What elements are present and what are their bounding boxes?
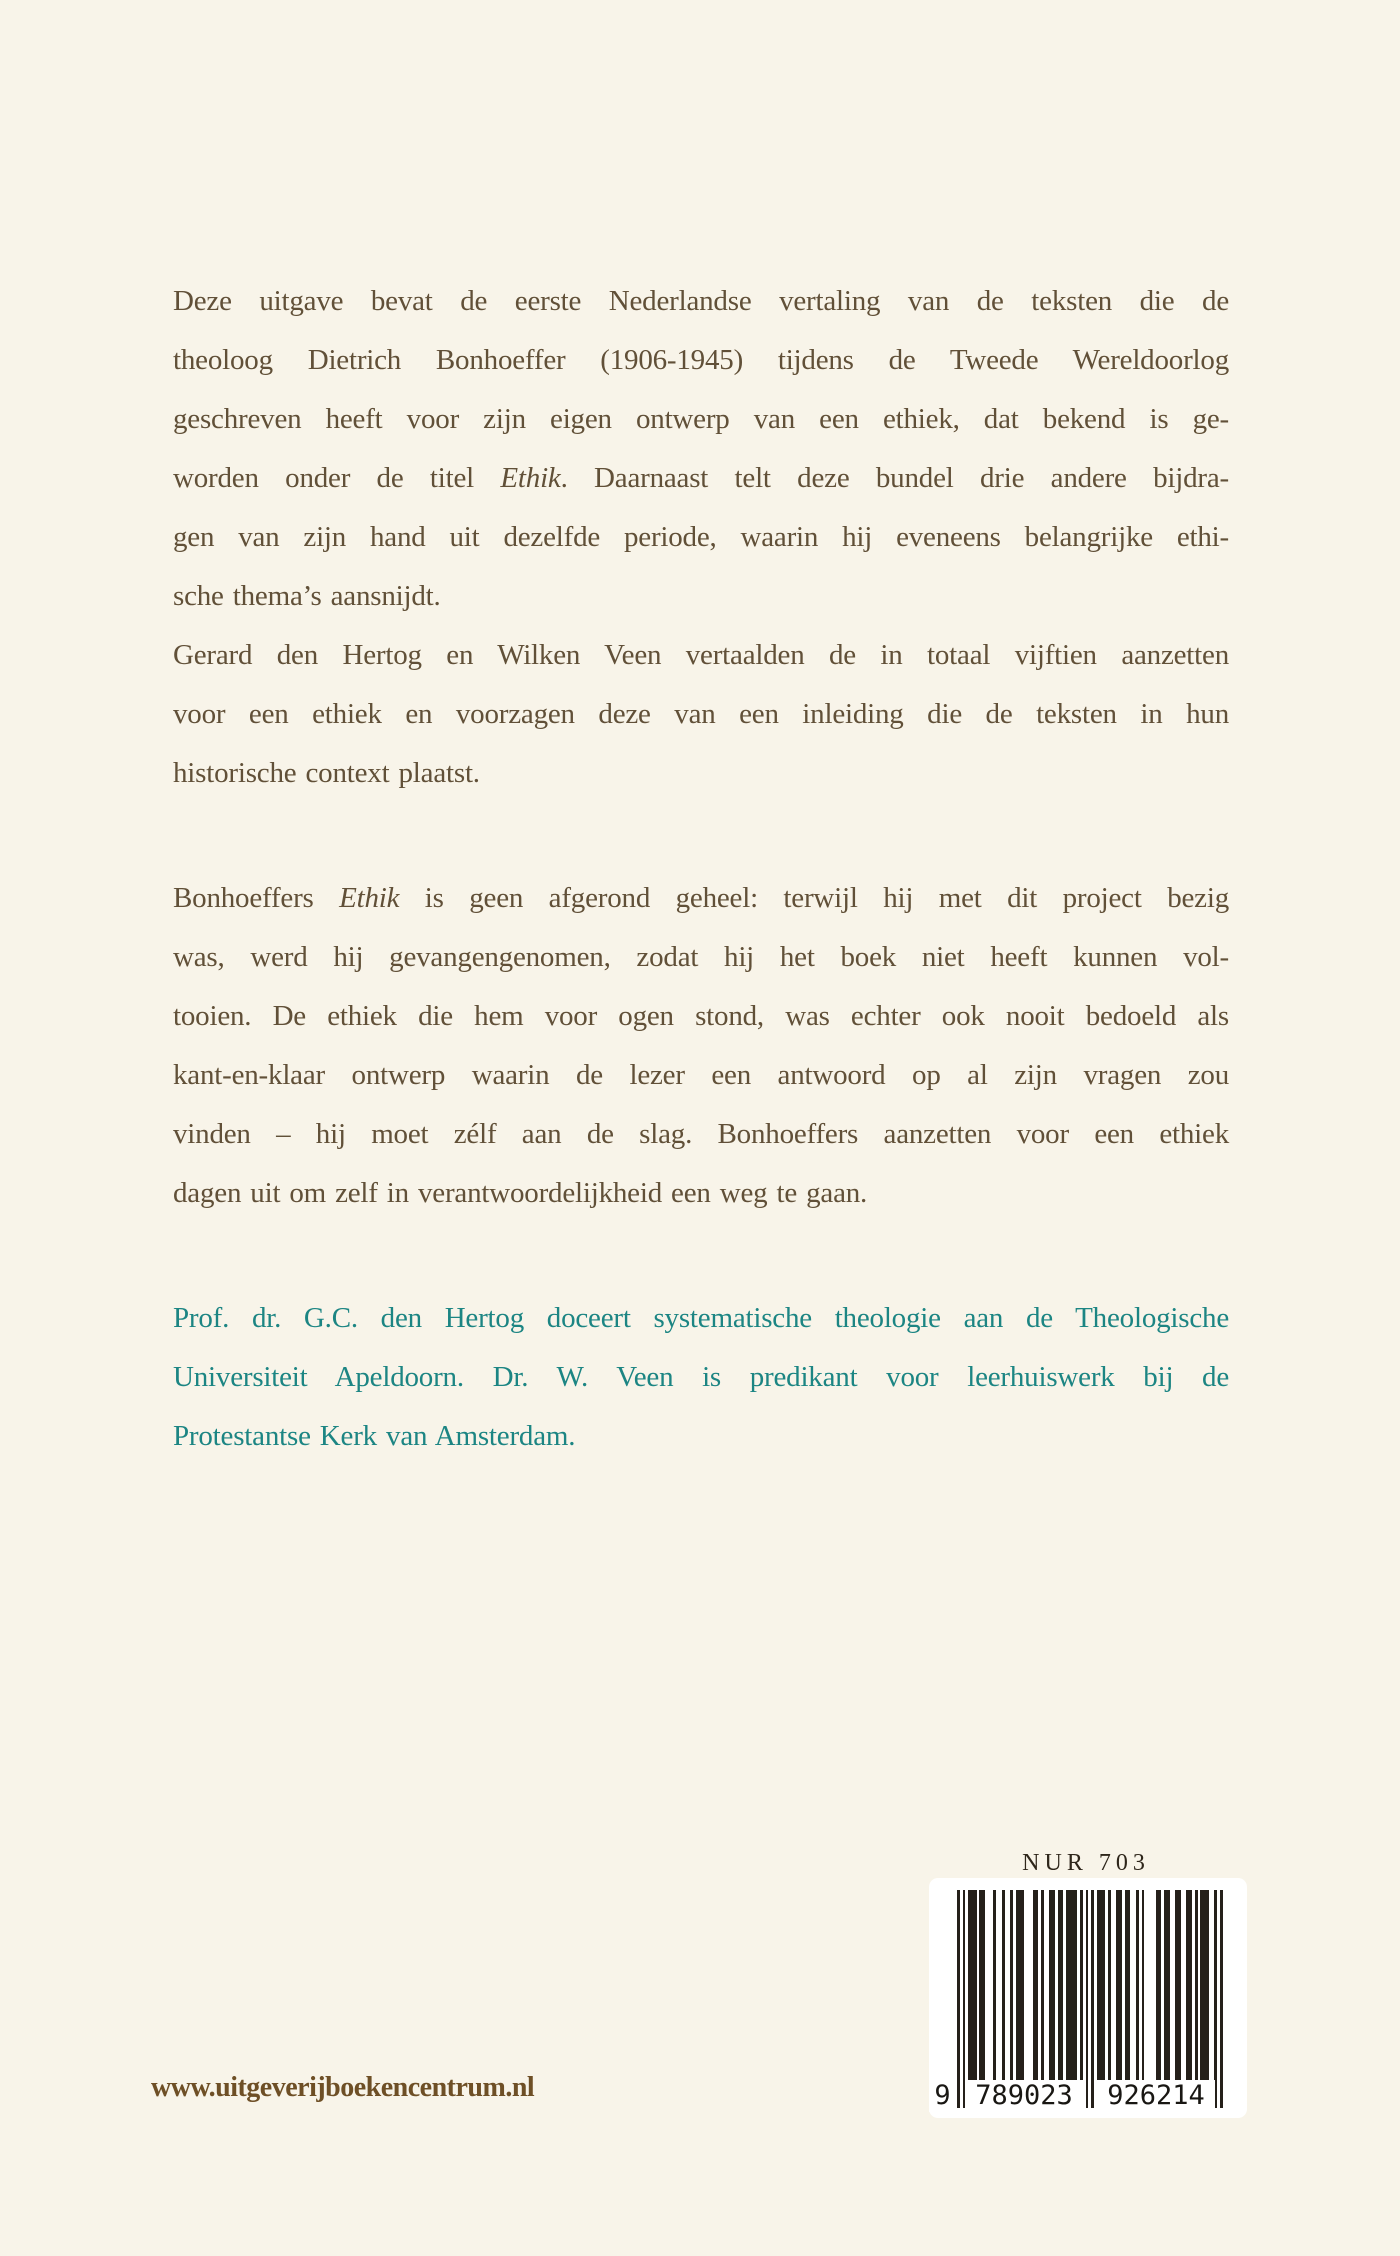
blurb-line: Bonhoeffers Ethik is geen afgerond geheel: terwijl hij met dit project bezig (173, 882, 1229, 914)
nur-code: NUR 703 (1022, 1850, 1150, 1876)
blurb-line: voor een ethiek en voorzagen deze van een inleiding die de teksten in hun (173, 698, 1229, 730)
barcode-digits-left-group: 789023 (965, 2080, 1083, 2112)
blurb-line: historische context plaatst. (173, 757, 480, 789)
authors-bio-paragraph (173, 1289, 1229, 1466)
blurb-line: sche thema’s aansnijdt. (173, 580, 441, 612)
barcode-module (1220, 1890, 1223, 2108)
blurb-line: kant-en-klaar ontwerp waarin de lezer een antwoord op al zijn vragen zou (173, 1059, 1229, 1091)
blurb-text-block (173, 272, 1229, 1466)
blurb-line: Protestantse Kerk van Amsterdam. (173, 1420, 576, 1452)
blurb-line: vinden – hij moet zélf aan de slag. Bonhoeffers aanzetten voor een ethiek (173, 1118, 1229, 1150)
publisher-website-url: www.uitgeverijboekencentrum.nl (151, 2072, 535, 2103)
barcode-panel (929, 1878, 1247, 2118)
blurb-line: was, werd hij gevangengenomen, zodat hij het boek niet heeft kunnen vol- (173, 941, 1229, 973)
blurb-line: Gerard den Hertog en Wilken Veen vertaalden de in totaal vijftien aanzetten (173, 639, 1229, 671)
blurb-line: worden onder de titel Ethik. Daarnaast telt deze bundel drie andere bijdra- (173, 462, 1230, 494)
edition-paragraph (173, 272, 1229, 626)
translators-paragraph (173, 626, 1229, 803)
blurb-line: Prof. dr. G.C. den Hertog doceert systematische theologie aan de Theologische (173, 1302, 1229, 1334)
blurb-line: dagen uit om zelf in verantwoordelijkheid een weg te gaan. (173, 1177, 868, 1209)
blurb-line: gen van zijn hand uit dezelfde periode, waarin hij eveneens belangrijke ethi- (173, 521, 1229, 553)
blurb-line: Universiteit Apeldoorn. Dr. W. Veen is predikant voor leerhuiswerk bij de (173, 1361, 1229, 1393)
blurb-line: tooien. De ethiek die hem voor ogen stond, was echter ook nooit bedoeld als (173, 1000, 1229, 1032)
ethik-unfinished-paragraph (173, 869, 1229, 1223)
barcode-first-digit: 9 (929, 2080, 956, 2112)
blurb-line: theoloog Dietrich Bonhoeffer (1906-1945) tijdens de Tweede Wereldoorlog (173, 344, 1229, 376)
barcode-bars (957, 1890, 1223, 2108)
blurb-line: Deze uitgave bevat de eerste Nederlandse vertaling van de teksten die de (173, 285, 1229, 317)
blurb-line: geschreven heeft voor zijn eigen ontwerp van een ethiek, dat bekend is ge- (173, 403, 1229, 435)
barcode-digits-right-group: 926214 (1097, 2080, 1215, 2112)
